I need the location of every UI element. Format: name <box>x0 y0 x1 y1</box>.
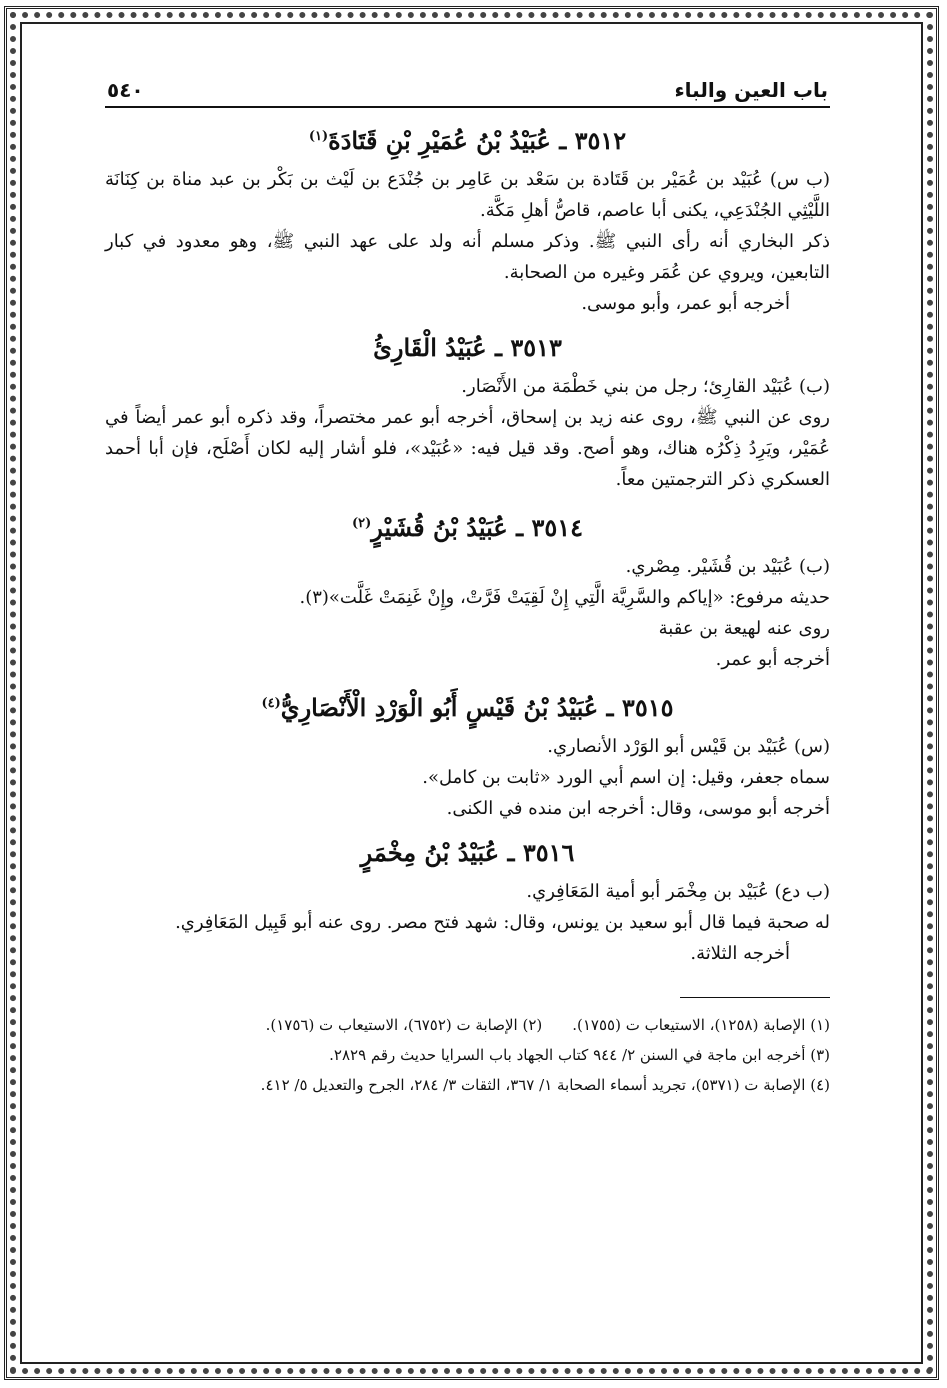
entry-paragraph: روى عن النبي ﷺ، روى عنه زيد بن إسحاق، أخرجه أبو عمر مختصراً، وقد ذكره أبو عمر أيضاً في عُمَيْر، ويَرِدُ ذِكْرُه هناك، وهو أصح. وقد قيل فيه: «عُبَيْد»، فلو أشار إليه لكان أَصْلَح، فإن أبا أحمد العسكري ذكر الترجمتين معاً. <box>105 407 830 490</box>
entry-paragraph: (س) عُبَيْد بن قَيْس أبو الوَرْد الأنصاري. <box>547 736 830 757</box>
entry-paragraph: أخرجه أبو موسى، وقال: أخرجه ابن منده في الكنى. <box>446 798 830 819</box>
entry-paragraph: أخرجه أبو عمر، وأبو موسى. <box>581 293 790 314</box>
entry-paragraph: (ب) عُبَيْد القارِئ؛ رجل من بني خَطْمَة من الأَنْصَار. <box>461 376 830 397</box>
footnote-4: (٤) الإصابة ت (٥٣٧١)، تجريد أسماء الصحابة ١/ ٣٦٧، الثقات ٣/ ٢٨٤، الجرح والتعديل ٥/ ٤١٢. <box>260 1076 830 1094</box>
entry-paragraph: أخرجه أبو عمر. <box>715 649 830 670</box>
footnote-row <box>105 1010 830 1040</box>
header-rule <box>105 106 830 108</box>
footnote-3: (٣) أخرجه ابن ماجة في السنن ٢/ ٩٤٤ كتاب الجهاد باب السرايا حديث رقم ٢٨٢٩. <box>329 1046 830 1064</box>
entry-3513 <box>105 329 830 495</box>
entry-3515 <box>105 685 830 824</box>
entry-title: ٣٥١٦ ـ عُبَيْدُ بْنُ مِخْمَرٍ <box>360 838 575 867</box>
footnote-ref: (١) <box>308 129 329 144</box>
entry-title: ٣٥١٣ ـ عُبَيْدُ الْقَارِئُ <box>373 333 562 362</box>
entry-paragraph: ذكر البخاري أنه رأى النبي ﷺ. وذكر مسلم أنه ولد على عهد النبي ﷺ، وهو معدود في كبار التابعين، ويروي عن عُمَر وغيره من الصحابة. <box>105 231 830 283</box>
entry-paragraph: له صحبة فيما قال أبو سعيد بن يونس، وقال: شهد فتح مصر. روى عنه أبو قَبِيل المَعَافِري. <box>175 912 830 933</box>
entry-paragraph: سماه جعفر، وقيل: إن اسم أبي الورد «ثابت بن كامل». <box>422 767 830 788</box>
entry-paragraph: أخرجه الثلاثة. <box>690 943 790 964</box>
footnotes <box>105 1010 830 1100</box>
chapter-title: باب العين والباء <box>674 78 828 102</box>
entry-3512 <box>105 118 830 319</box>
entry-paragraph: حديثه مرفوع: «إياكم والسَّرِيَّة الَّتِي إِنْ لَقِيَتْ فَرَّتْ، وإِنْ غَنِمَتْ غَلَّت»(٣). <box>299 587 830 608</box>
running-header <box>105 68 830 102</box>
book-page <box>105 68 830 1328</box>
footnote-ref: (٢) <box>351 516 372 531</box>
entry-paragraph: (ب دع) عُبَيْد بن مِخْمَر أبو أمية المَعَافِري. <box>526 881 830 902</box>
entry-title: ٣٥١٥ ـ عُبَيْدُ بْنُ قَيْسٍ أَبُو الْوَرْدِ الْأَنْصَارِيُّ$^{(٤)}$ <box>261 693 674 722</box>
page-number: ٥٤٠ <box>107 78 144 102</box>
entry-title: ٣٥١٢ ـ عُبَيْدُ بْنُ عُمَيْرِ بْنِ قَتَادَةَ$^{(١)}$ <box>308 126 627 155</box>
entry-3516 <box>105 834 830 969</box>
entry-title: ٣٥١٤ ـ عُبَيْدُ بْنُ قُشَيْرٍ$^{(٢)}$ <box>351 513 584 542</box>
entry-paragraph: (ب) عُبَيْد بن قُشَيْر. مِصْري. <box>625 556 830 577</box>
entry-paragraph: (ب س) عُبَيْد بن عُمَيْر بن قَتَادة بن سَعْد بن عَامِر بن جُنْدَع بن لَيْث بن بَكْر بن عبد مناة بن كِنَانَة اللَّيْثِي الجُنْدَعِي، يكنى أبا عاصم، قاصُّ أهلِ مَكَّة. <box>105 169 830 221</box>
footnote-rule <box>680 997 830 998</box>
footnote-ref: (٤) <box>261 696 281 711</box>
entry-paragraph: روى عنه لهيعة بن عقبة <box>658 618 830 639</box>
entry-3514 <box>105 505 830 675</box>
footnote-1: (١) الإصابة (١٢٥٨)، الاستيعاب ت (١٧٥٥). <box>572 1016 830 1034</box>
footnote-2: (٢) الإصابة ت (٦٧٥٢)، الاستيعاب ت (١٧٥٦). <box>265 1016 543 1034</box>
